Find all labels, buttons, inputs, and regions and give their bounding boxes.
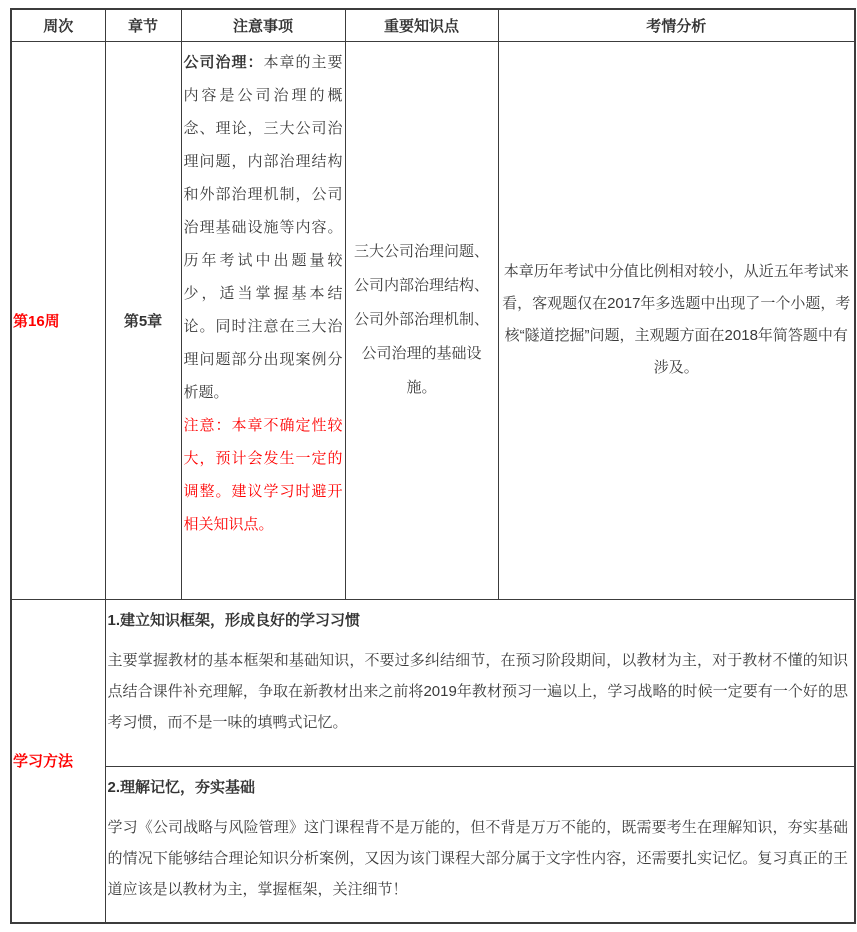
column-header-chapter: 章节 [105, 9, 181, 41]
column-header-exam-analysis: 考情分析 [498, 9, 855, 41]
week-label: 第16周 [11, 41, 105, 599]
method-section-1 [105, 599, 855, 766]
method-section-2 [105, 766, 855, 923]
notes-lead-text: 公司治理： [183, 53, 264, 71]
week-16-row [11, 41, 855, 599]
study-methods-row-1 [11, 599, 855, 766]
method-2-body: 学习《公司战略与风险管理》这门课程背不是万能的，但不背是万万不能的，既需要考生在理解知识，夯实基础的情况下能够结合理论知识分析案例，又因为该门课程大部分属于文字性内容，还需要扎实记忆。复习真正的王道应该是以教材为主，掌握框架，关注细节！ [107, 818, 848, 898]
method-1-heading: 1.建立知识框架，形成良好的学习习惯 [107, 611, 361, 629]
exam-analysis-cell: 本章历年考试中分值比例相对较小，从近五年考试来看，客观题仅在2017年多选题中出现了一个小题，考核“隧道挖掘”问题，主观题方面在2018年简答题中有涉及。 [498, 41, 855, 599]
key-points-cell: 三大公司治理问题、公司内部治理结构、公司外部治理机制、公司治理的基础设施。 [345, 41, 498, 599]
study-methods-label: 学习方法 [11, 599, 105, 923]
column-header-week: 周次 [11, 9, 105, 41]
study-methods-row-2 [11, 766, 855, 923]
notes-cell [181, 41, 345, 599]
warning-paragraph: 注意：本章不确定性较大，预计会发生一定的调整。建议学习时避开相关知识点。 [183, 416, 343, 533]
study-plan-table [10, 8, 856, 924]
table-header-row [11, 9, 855, 41]
column-header-notes: 注意事项 [181, 9, 345, 41]
method-2-heading: 2.理解记忆，夯实基础 [107, 778, 256, 796]
chapter-label: 第5章 [105, 41, 181, 599]
notes-body-text: 本章的主要内容是公司治理的概念、理论，三大公司治理问题，内部治理结构和外部治理机制，公司治理基础设施等内容。历年考试中出题量较少，适当掌握基本结论。同时注意在三大治理问题部分出现案例分析题。 [183, 53, 343, 401]
column-header-keypoints: 重要知识点 [345, 9, 498, 41]
notes-paragraph [184, 46, 343, 409]
method-1-body: 主要掌握教材的基本框架和基础知识，不要过多纠结细节，在预习阶段期间，以教材为主，对于教材不懂的知识点结合课件补充理解，争取在新教材出来之前将2019年教材预习一遍以上，学习战略的时候一定要有一个好的思考习惯，而不是一味的填鸭式记忆。 [107, 651, 848, 731]
